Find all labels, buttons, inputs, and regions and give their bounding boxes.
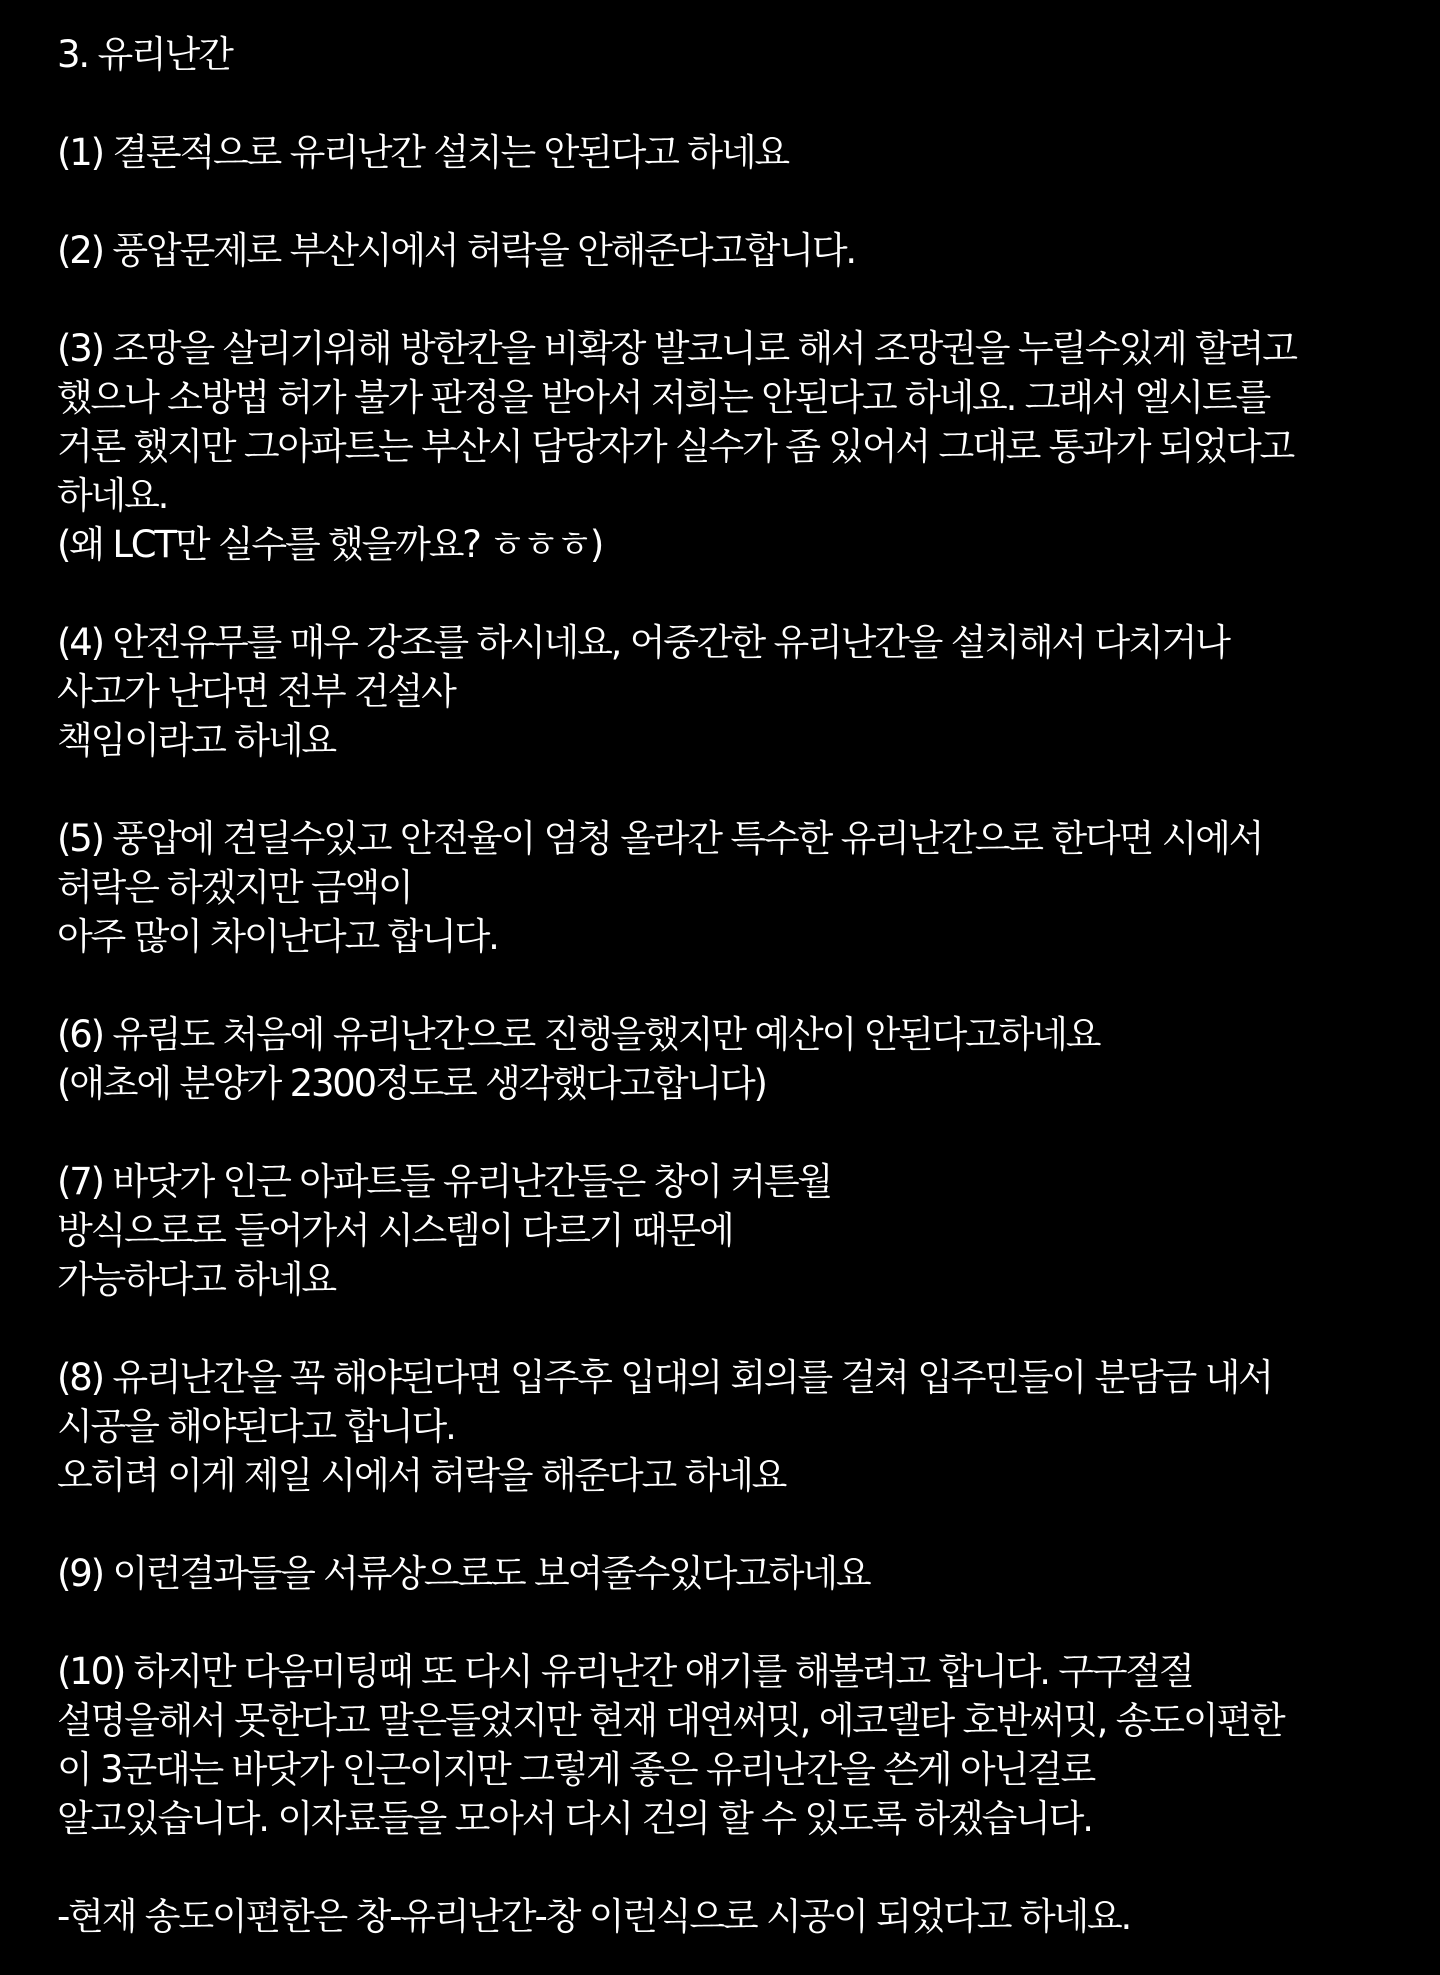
- item-8-line-1: (8) 유리난간을 꼭 해야된다면 입주후 입대의 회의를 걸쳐 입주민들이 분담금 내서: [57, 1356, 1272, 1399]
- document-body: [57, 30, 1427, 1941]
- item-3-line-1: (3) 조망을 살리기위해 방한칸을 비확장 발코니로 해서 조망권을 누릴수있게 할려고: [57, 327, 1296, 370]
- item-2-line-1: (2) 풍압문제로 부산시에서 허락을 안해준다고합니다.: [57, 229, 855, 272]
- item-7-line-2: 방식으로로 들어가서 시스템이 다르기 때문에: [57, 1209, 733, 1252]
- item-3: [57, 324, 1427, 569]
- item-7-line-1: (7) 바닷가 인근 아파트들 유리난간들은 창이 커튼월: [57, 1160, 832, 1203]
- item-9-line-1: (9) 이런결과들을 서류상으로도 보여줄수있다고하네요: [57, 1552, 870, 1595]
- heading-text: 3. 유리난간: [57, 33, 232, 76]
- item-8-line-2: 시공을 해야된다고 합니다.: [57, 1405, 455, 1448]
- item-6-line-2: (애초에 분양가 2300정도로 생각했다고합니다): [57, 1062, 766, 1105]
- item-3-line-4: 하네요.: [57, 474, 168, 517]
- closing-note: [57, 1892, 1427, 1941]
- item-10-line-4: 알고있습니다. 이자료들을 모아서 다시 건의 할 수 있도록 하겠습니다.: [57, 1797, 1092, 1840]
- item-4-line-1: (4) 안전유무를 매우 강조를 하시네요, 어중간한 유리난간을 설치해서 다치거나: [57, 621, 1229, 664]
- item-8: [57, 1353, 1427, 1500]
- item-3-line-5: (왜 LCT만 실수를 했을까요? ㅎㅎㅎ): [57, 523, 603, 566]
- item-10-line-3: 이 3군대는 바닷가 인근이지만 그렇게 좋은 유리난간을 쓴게 아닌걸로: [57, 1748, 1095, 1791]
- closing-note-line-1: -현재 송도이편한은 창-유리난간-창 이런식으로 시공이 되었다고 하네요.: [57, 1895, 1131, 1938]
- item-7-line-3: 가능하다고 하네요: [57, 1258, 335, 1301]
- item-10: [57, 1647, 1427, 1843]
- item-6: [57, 1010, 1427, 1108]
- item-5-line-3: 아주 많이 차이난다고 합니다.: [57, 915, 498, 958]
- item-4-line-3: 책임이라고 하네요: [57, 719, 335, 762]
- item-4: [57, 618, 1427, 765]
- item-1-line-1: (1) 결론적으로 유리난간 설치는 안된다고 하네요: [57, 131, 788, 174]
- item-6-line-1: (6) 유림도 처음에 유리난간으로 진행을했지만 예산이 안된다고하네요: [57, 1013, 1100, 1056]
- item-10-line-2: 설명을해서 못한다고 말은들었지만 현재 대연써밋, 에코델타 호반써밋, 송도이편한: [57, 1699, 1284, 1742]
- item-3-line-2: 했으나 소방법 허가 불가 판정을 받아서 저희는 안된다고 하네요. 그래서 엘시트를: [57, 376, 1270, 419]
- item-10-line-1: (10) 하지만 다음미팅때 또 다시 유리난간 얘기를 해볼려고 합니다. 구구절절: [57, 1650, 1193, 1693]
- item-5-line-2: 허락은 하겠지만 금액이: [57, 866, 412, 909]
- item-2: [57, 226, 1427, 275]
- item-4-line-2: 사고가 난다면 전부 건설사: [57, 670, 455, 713]
- item-7: [57, 1157, 1427, 1304]
- item-5-line-1: (5) 풍압에 견딜수있고 안전율이 엄청 올라간 특수한 유리난간으로 한다면 시에서: [57, 817, 1263, 860]
- section-heading: [57, 30, 1427, 79]
- item-9: [57, 1549, 1427, 1598]
- item-5: [57, 814, 1427, 961]
- item-8-line-3: 오히려 이게 제일 시에서 허락을 해준다고 하네요: [57, 1454, 786, 1497]
- item-1: [57, 128, 1427, 177]
- item-3-line-3: 거론 했지만 그아파트는 부산시 담당자가 실수가 좀 있어서 그대로 통과가 되었다고: [57, 425, 1294, 468]
